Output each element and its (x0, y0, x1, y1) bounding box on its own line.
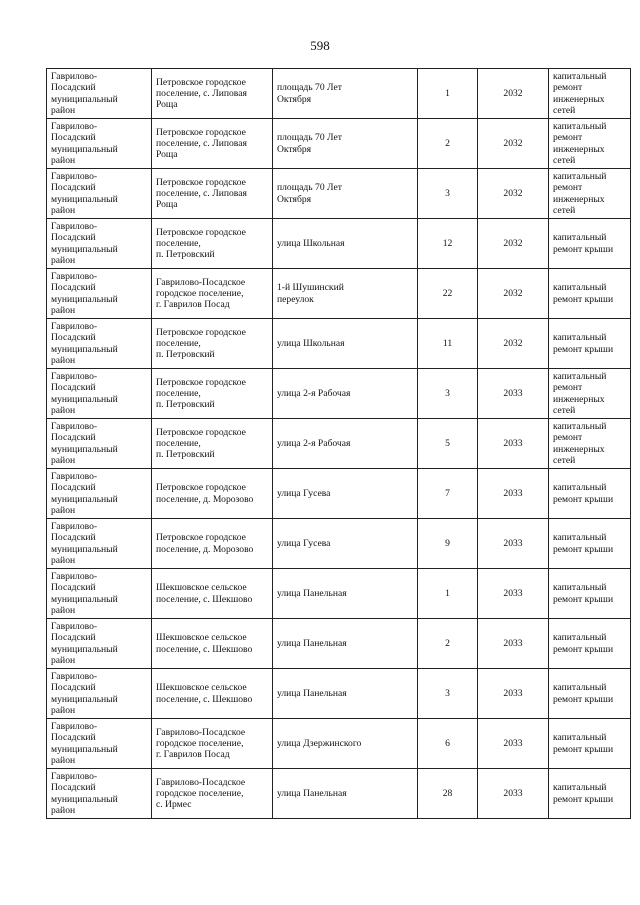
district-cell-text: Гаврилово- Посадский муниципальный район (51, 571, 118, 616)
year-cell-text: 2032 (503, 287, 523, 299)
house-number-cell (418, 369, 478, 419)
street-cell-text: улица Школьная (277, 237, 345, 249)
house-number-cell (418, 219, 478, 269)
district-cell-text: Гаврилово- Посадский муниципальный район (51, 371, 118, 416)
year-cell (478, 169, 549, 219)
district-cell-text: Гаврилово- Посадский муниципальный район (51, 621, 118, 666)
table-row (47, 669, 631, 719)
district-cell (47, 219, 152, 269)
year-cell-text: 2033 (503, 637, 523, 649)
district-cell (47, 69, 152, 119)
work-type-cell-text: капитальный ремонт крыши (553, 732, 614, 755)
year-cell-text: 2032 (503, 87, 523, 99)
house-number-cell-text: 7 (445, 487, 450, 499)
settlement-cell (152, 119, 273, 169)
work-type-cell-text: капитальный ремонт крыши (553, 332, 614, 355)
settlement-cell (152, 369, 273, 419)
street-cell-text: улица Гусева (277, 487, 331, 499)
house-number-cell (418, 669, 478, 719)
street-cell-text: улица Дзержинского (277, 737, 362, 749)
house-number-cell-text: 3 (445, 687, 450, 699)
table-row (47, 519, 631, 569)
year-cell (478, 69, 549, 119)
settlement-cell (152, 169, 273, 219)
district-cell-text: Гаврилово- Посадский муниципальный район (51, 421, 118, 466)
work-type-cell (549, 769, 631, 819)
house-number-cell (418, 569, 478, 619)
table-row (47, 369, 631, 419)
table-row (47, 419, 631, 469)
settlement-cell (152, 569, 273, 619)
street-cell (273, 219, 418, 269)
table-row (47, 319, 631, 369)
year-cell (478, 469, 549, 519)
settlement-cell (152, 619, 273, 669)
year-cell-text: 2033 (503, 487, 523, 499)
table-row (47, 719, 631, 769)
settlement-cell (152, 469, 273, 519)
street-cell-text: улица Панельная (277, 587, 347, 599)
year-cell (478, 269, 549, 319)
settlement-cell (152, 319, 273, 369)
street-cell (273, 519, 418, 569)
district-cell (47, 119, 152, 169)
work-type-cell (549, 369, 631, 419)
settlement-cell (152, 669, 273, 719)
house-number-cell-text: 28 (442, 787, 453, 799)
house-number-cell (418, 119, 478, 169)
street-cell-text: улица Школьная (277, 337, 345, 349)
settlement-cell-text: Гаврилово-Посадское городское поселение, г. Гаврилов Посад (156, 276, 246, 311)
settlement-cell (152, 269, 273, 319)
year-cell-text: 2033 (503, 737, 523, 749)
work-type-cell (549, 419, 631, 469)
street-cell (273, 369, 418, 419)
repair-schedule-table (46, 68, 631, 819)
street-cell (273, 669, 418, 719)
year-cell (478, 319, 549, 369)
work-type-cell (549, 69, 631, 119)
settlement-cell-text: Петровское городское поселение, п. Петровский (156, 376, 246, 411)
year-cell-text: 2032 (503, 137, 523, 149)
district-cell (47, 519, 152, 569)
work-type-cell (549, 169, 631, 219)
street-cell-text: улица 2-я Рабочая (277, 387, 351, 399)
house-number-cell (418, 169, 478, 219)
settlement-cell-text: Петровское городское поселение, с. Липовая Роща (156, 126, 247, 161)
year-cell (478, 569, 549, 619)
street-cell (273, 269, 418, 319)
house-number-cell-text: 22 (442, 287, 453, 299)
district-cell-text: Гаврилово- Посадский муниципальный район (51, 121, 118, 166)
work-type-cell-text: капитальный ремонт крыши (553, 532, 614, 555)
table-row (47, 269, 631, 319)
house-number-cell-text: 5 (445, 437, 450, 449)
table-row (47, 569, 631, 619)
work-type-cell-text: капитальный ремонт крыши (553, 682, 614, 705)
street-cell-text: улица 2-я Рабочая (277, 437, 351, 449)
work-type-cell-text: капитальный ремонт инженерных сетей (553, 71, 607, 116)
work-type-cell (549, 669, 631, 719)
settlement-cell-text: Петровское городское поселение, п. Петровский (156, 226, 246, 261)
district-cell-text: Гаврилово- Посадский муниципальный район (51, 71, 118, 116)
year-cell (478, 669, 549, 719)
settlement-cell (152, 69, 273, 119)
settlement-cell-text: Шекшовское сельское поселение, с. Шекшово (156, 682, 253, 705)
house-number-cell-text: 3 (445, 387, 450, 399)
settlement-cell-text: Гаврилово-Посадское городское поселение, с. Ирмес (156, 776, 246, 811)
house-number-cell-text: 9 (445, 537, 450, 549)
district-cell (47, 419, 152, 469)
year-cell (478, 219, 549, 269)
street-cell-text: 1-й Шушинский переулок (277, 282, 344, 305)
street-cell (273, 469, 418, 519)
house-number-cell (418, 519, 478, 569)
street-cell-text: улица Панельная (277, 687, 347, 699)
street-cell-text: площадь 70 Лет Октября (277, 132, 342, 155)
house-number-cell-text: 12 (442, 237, 453, 249)
district-cell (47, 769, 152, 819)
settlement-cell (152, 519, 273, 569)
house-number-cell-text: 11 (442, 337, 453, 349)
street-cell (273, 319, 418, 369)
street-cell (273, 769, 418, 819)
street-cell (273, 419, 418, 469)
street-cell (273, 119, 418, 169)
settlement-cell (152, 719, 273, 769)
work-type-cell (549, 719, 631, 769)
street-cell (273, 569, 418, 619)
district-cell (47, 469, 152, 519)
work-type-cell-text: капитальный ремонт крыши (553, 782, 614, 805)
district-cell-text: Гаврилово- Посадский муниципальный район (51, 671, 118, 716)
house-number-cell (418, 769, 478, 819)
house-number-cell-text: 6 (445, 737, 450, 749)
work-type-cell (549, 319, 631, 369)
district-cell-text: Гаврилово- Посадский муниципальный район (51, 521, 118, 566)
house-number-cell (418, 69, 478, 119)
year-cell (478, 619, 549, 669)
year-cell (478, 769, 549, 819)
work-type-cell (549, 219, 631, 269)
settlement-cell-text: Петровское городское поселение, с. Липовая Роща (156, 176, 247, 211)
year-cell-text: 2033 (503, 687, 523, 699)
district-cell (47, 619, 152, 669)
house-number-cell (418, 319, 478, 369)
district-cell-text: Гаврилово- Посадский муниципальный район (51, 171, 118, 216)
year-cell-text: 2032 (503, 337, 523, 349)
table-row (47, 219, 631, 269)
work-type-cell (549, 569, 631, 619)
settlement-cell-text: Шекшовское сельское поселение, с. Шекшово (156, 582, 253, 605)
house-number-cell-text: 2 (445, 137, 450, 149)
work-type-cell-text: капитальный ремонт крыши (553, 282, 614, 305)
district-cell (47, 169, 152, 219)
table-row (47, 769, 631, 819)
table-row (47, 69, 631, 119)
settlement-cell (152, 219, 273, 269)
settlement-cell-text: Петровское городское поселение, д. Морозово (156, 482, 254, 505)
work-type-cell-text: капитальный ремонт крыши (553, 232, 614, 255)
house-number-cell (418, 419, 478, 469)
year-cell-text: 2033 (503, 387, 523, 399)
work-type-cell (549, 519, 631, 569)
work-type-cell (549, 269, 631, 319)
year-cell-text: 2033 (503, 587, 523, 599)
settlement-cell-text: Петровское городское поселение, с. Липовая Роща (156, 76, 247, 111)
work-type-cell-text: капитальный ремонт инженерных сетей (553, 171, 607, 216)
district-cell-text: Гаврилово- Посадский муниципальный район (51, 771, 118, 816)
district-cell-text: Гаврилово- Посадский муниципальный район (51, 271, 118, 316)
house-number-cell-text: 1 (445, 587, 450, 599)
street-cell-text: площадь 70 Лет Октября (277, 82, 342, 105)
district-cell-text: Гаврилово- Посадский муниципальный район (51, 321, 118, 366)
table-row (47, 169, 631, 219)
house-number-cell (418, 619, 478, 669)
district-cell (47, 269, 152, 319)
year-cell (478, 519, 549, 569)
work-type-cell-text: капитальный ремонт инженерных сетей (553, 121, 607, 166)
settlement-cell-text: Петровское городское поселение, п. Петровский (156, 426, 246, 461)
work-type-cell-text: капитальный ремонт крыши (553, 482, 614, 505)
house-number-cell-text: 3 (445, 187, 450, 199)
table-row (47, 469, 631, 519)
year-cell-text: 2033 (503, 787, 523, 799)
settlement-cell-text: Петровское городское поселение, п. Петровский (156, 326, 246, 361)
work-type-cell (549, 619, 631, 669)
settlement-cell-text: Петровское городское поселение, д. Морозово (156, 532, 254, 555)
year-cell (478, 719, 549, 769)
house-number-cell (418, 469, 478, 519)
street-cell (273, 619, 418, 669)
street-cell-text: площадь 70 Лет Октября (277, 182, 342, 205)
year-cell (478, 419, 549, 469)
year-cell-text: 2032 (503, 237, 523, 249)
street-cell (273, 719, 418, 769)
work-type-cell-text: капитальный ремонт крыши (553, 632, 614, 655)
year-cell-text: 2033 (503, 537, 523, 549)
district-cell-text: Гаврилово- Посадский муниципальный район (51, 221, 118, 266)
work-type-cell-text: капитальный ремонт крыши (553, 582, 614, 605)
table-body (47, 69, 631, 819)
street-cell-text: улица Панельная (277, 637, 347, 649)
house-number-cell-text: 1 (445, 87, 450, 99)
year-cell (478, 369, 549, 419)
house-number-cell (418, 719, 478, 769)
district-cell-text: Гаврилово- Посадский муниципальный район (51, 721, 118, 766)
settlement-cell (152, 419, 273, 469)
work-type-cell (549, 119, 631, 169)
district-cell-text: Гаврилово- Посадский муниципальный район (51, 471, 118, 516)
district-cell (47, 569, 152, 619)
year-cell (478, 119, 549, 169)
table-row (47, 619, 631, 669)
district-cell (47, 369, 152, 419)
settlement-cell-text: Гаврилово-Посадское городское поселение, г. Гаврилов Посад (156, 726, 246, 761)
street-cell (273, 169, 418, 219)
table-row (47, 119, 631, 169)
street-cell-text: улица Панельная (277, 787, 347, 799)
year-cell-text: 2033 (503, 437, 523, 449)
page-number: 598 (310, 38, 330, 53)
work-type-cell-text: капитальный ремонт инженерных сетей (553, 421, 607, 466)
settlement-cell-text: Шекшовское сельское поселение, с. Шекшово (156, 632, 253, 655)
street-cell (273, 69, 418, 119)
district-cell (47, 719, 152, 769)
district-cell (47, 669, 152, 719)
settlement-cell (152, 769, 273, 819)
year-cell-text: 2032 (503, 187, 523, 199)
work-type-cell (549, 469, 631, 519)
district-cell (47, 319, 152, 369)
house-number-cell-text: 2 (445, 637, 450, 649)
work-type-cell-text: капитальный ремонт инженерных сетей (553, 371, 607, 416)
street-cell-text: улица Гусева (277, 537, 331, 549)
house-number-cell (418, 269, 478, 319)
